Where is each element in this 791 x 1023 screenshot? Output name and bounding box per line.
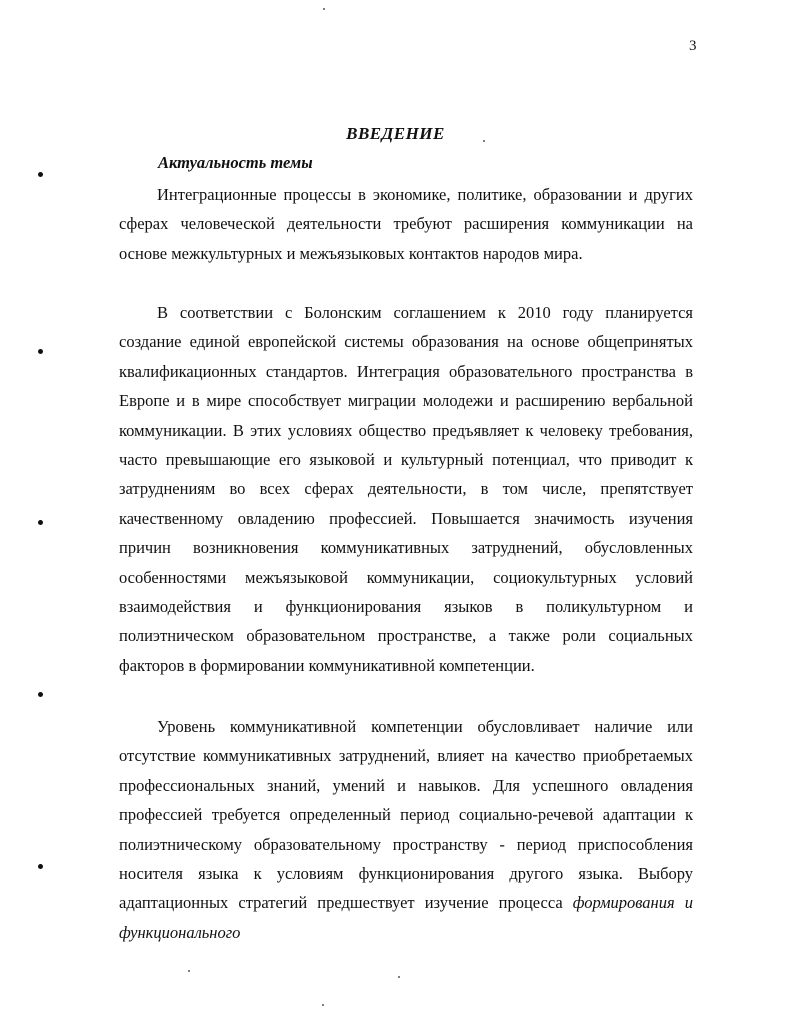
section-subheading: Актуальность темы: [158, 153, 313, 172]
scan-speck: [323, 8, 325, 10]
binder-hole-mark: [38, 520, 43, 525]
scan-speck: [322, 1004, 324, 1006]
section-heading: ВВЕДЕНИЕ: [346, 124, 445, 143]
paragraph-2: В соответствии с Болонским соглашением к 2010 году планируется создание единой европейской системы образования на основе общепринятых квалификационных стандартов. Интеграция образовательного пространства в Европе и в мире способствует миграции молодежи и расширению вербальной коммуникации. В этих условиях общество предъявляет к человеку требования, часто превышающие его языковой и культурный потенциал, что приводит к затруднениям во всех сферах деятельности, в том числе, препятствует качественному овладению профессией. Повышается значимость изучения причин возникновения коммуникативных затруднений, обусловленных особенностями межъязыковой коммуникации, социокультурных условий взаимодействия и функционирования языков в поликультурном и полиэтническом образовательном пространстве, а также роли социальных факторов в формировании коммуникативной компетенции.: [119, 303, 693, 675]
scan-speck: [398, 976, 400, 978]
paragraph-3-italic-text: формирования и функционального: [119, 893, 693, 942]
binder-hole-mark: [38, 864, 43, 869]
paragraph-1: Интеграционные процессы в экономике, политике, образовании и других сферах человеческой деятельности требуют расширения коммуникации на основе межкультурных и межъязыковых контактов народов мира.: [119, 185, 693, 263]
binder-hole-mark: [38, 172, 43, 177]
binder-hole-mark: [38, 692, 43, 697]
page-number: 3: [689, 38, 697, 54]
binder-hole-mark: [38, 349, 43, 354]
paragraph-3: [119, 712, 693, 947]
scan-speck: [483, 140, 485, 142]
scan-speck: [188, 970, 190, 972]
paragraph-3-text: Уровень коммуникативной компетенции обусловливает наличие или отсутствие коммуникативных затруднений, влияет на качество приобретаемых профессиональных знаний, умений и навыков. Для успешного овладения профессией требуется определенный период социально-речевой адаптации к полиэтническому образовательному пространству - период приспособления носителя языка к условиям функционирования другого языка. Выбору адаптационных стратегий предшествует изучение процесса: [119, 717, 693, 913]
